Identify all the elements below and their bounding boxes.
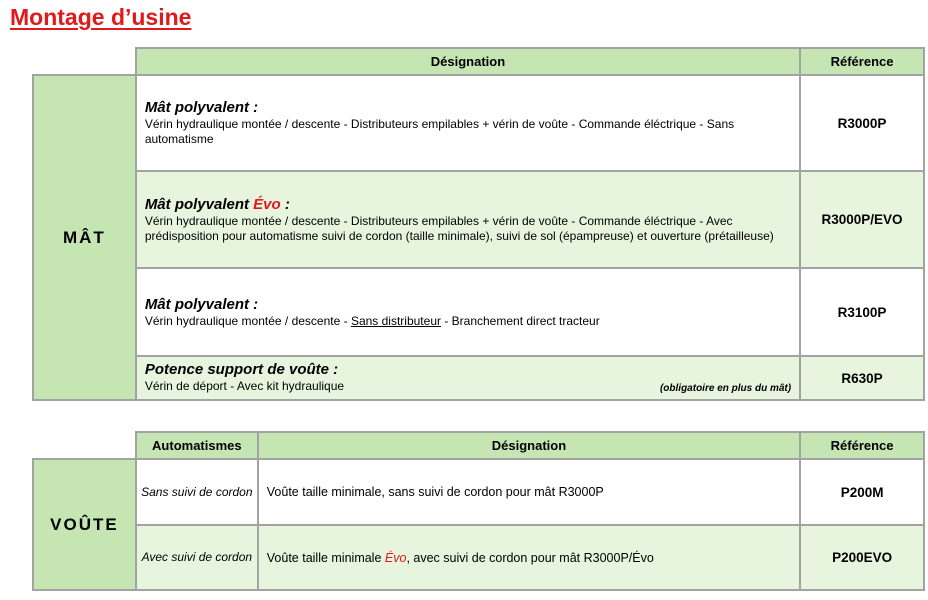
product-designation <box>136 268 800 356</box>
description-after: - Branchement direct tracteur <box>440 313 600 328</box>
description-underlined: Sans distributeur <box>350 313 441 328</box>
table-row <box>33 171 924 268</box>
evo-highlight: Évo <box>253 195 281 213</box>
product-note: (obligatoire en plus du mât) <box>659 382 792 394</box>
product-description: Vérin de déport - Avec kit hydraulique <box>144 378 345 393</box>
product-designation <box>136 171 800 268</box>
table-row <box>33 525 924 590</box>
product-title: Potence support de voûte : <box>144 360 339 378</box>
table-row <box>33 356 924 400</box>
page-title: Montage d’usine <box>10 4 192 30</box>
product-description <box>145 314 791 329</box>
voute-side-label: VOÛTE <box>33 459 136 590</box>
title-prefix: Mât polyvalent <box>144 195 254 213</box>
table-row <box>33 459 924 525</box>
product-reference: R630P <box>800 356 924 400</box>
voute-reference: P200M <box>800 459 924 525</box>
header-designation: Désignation <box>258 432 800 459</box>
product-description: Vérin hydraulique montée / descente - Distributeurs empilables + vérin de voûte - Commande éléctrique - Sans automatisme <box>144 117 735 146</box>
voute-designation <box>258 525 800 590</box>
voute-table <box>32 431 925 591</box>
designation-after: , avec suivi de cordon pour mât R3000P/Évo <box>406 550 654 565</box>
product-description-line <box>145 379 791 394</box>
product-title: Mât polyvalent : <box>144 99 259 116</box>
evo-highlight: Évo <box>384 550 407 565</box>
description-before: Vérin hydraulique montée / descente - <box>144 313 351 328</box>
header-designation: Désignation <box>136 48 800 75</box>
header-automatismes: Automatismes <box>136 432 258 459</box>
voute-reference: P200EVO <box>800 525 924 590</box>
product-reference: R3000P/EVO <box>800 171 924 268</box>
mat-side-label: MÂT <box>33 75 136 400</box>
product-reference: R3000P <box>800 75 924 171</box>
automatisme-cell: Avec suivi de cordon <box>136 525 258 590</box>
automatisme-cell: Sans suivi de cordon <box>136 459 258 525</box>
table-row <box>33 268 924 356</box>
title-suffix: : <box>280 195 290 213</box>
product-designation <box>136 75 800 171</box>
mat-table <box>32 47 925 401</box>
mat-header-row <box>33 48 924 75</box>
table-row <box>33 75 924 171</box>
header-spacer <box>33 432 136 459</box>
designation-before: Voûte taille minimale <box>266 550 385 565</box>
header-reference: Référence <box>800 432 924 459</box>
product-reference: R3100P <box>800 268 924 356</box>
header-spacer <box>33 48 136 75</box>
product-title <box>145 196 791 214</box>
header-reference: Référence <box>800 48 924 75</box>
product-title: Mât polyvalent : <box>144 295 259 313</box>
product-designation <box>136 356 800 400</box>
voute-header-row <box>33 432 924 459</box>
product-description: Vérin hydraulique montée / descente - Distributeurs empilables + vérin de voûte - Commande éléctrique - Avec prédisposition pour automatisme suivi de cordon (taille minimale), suivi de sol (épampreuse) et ouverture (prétailleuse) <box>144 213 774 243</box>
voute-designation: Voûte taille minimale, sans suivi de cordon pour mât R3000P <box>258 459 800 525</box>
